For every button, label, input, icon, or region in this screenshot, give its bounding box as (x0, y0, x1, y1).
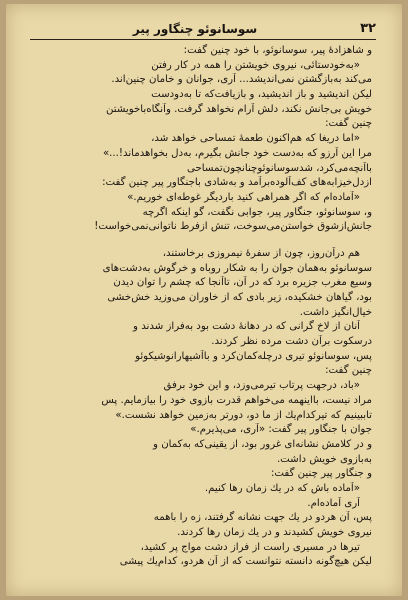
text-line: جوان با جنگاور پیر گفت: «آری، می‌پذیرم.» (190, 424, 372, 436)
text-line: می‌کند به‌بازگشتن نمی‌اندیشد... آری، جوانان و خامان چنین‌اند. (111, 74, 372, 86)
header-rule (30, 39, 376, 40)
text-line: بود، گیاهان خشکیده، زیر بادی که از خاوران می‌وزید خش‌خشی (107, 292, 372, 303)
text-line: و، سوسانوئو، جنگاور پیر، جوابی نگفت، گو اینکه اگرچه (142, 206, 372, 218)
text-line: پس، سوسانوئو تیری درچله‌کمان‌کرد و باآشیهارانوشیکوئو (135, 350, 372, 362)
text-line: سوسانوئو به‌همان جوان را به شکار روباه و خرگوش به‌دشت‌های (102, 262, 372, 274)
book-page (6, 4, 402, 596)
text-line: تاببینیم که تیرکدام‌یك از ما دو، دورتر به‌زمین خواهد نشست.» (115, 409, 372, 421)
text-line: تیرها در مسیری راست از فراز دشت مواج پر کشید، (140, 541, 360, 553)
page-body-text (32, 44, 372, 590)
text-line: «اما دریغا که هم‌اکنون طعمهٔ تمساحی خواهد شد، (151, 133, 360, 145)
text-line: پس، آن هردو در یك جهت نشانه گرفتند، زه را باهمه (153, 512, 372, 524)
text-line: ازدل‌خیزابه‌های کف‌آلوده‌برآمد و به‌شادی با‌جنگاور پیر چنین گفت: (102, 177, 372, 189)
text-line: و جنگاور پیر چنین گفت: (271, 468, 372, 480)
text-line: به‌بازوی خویش داشت. (276, 453, 372, 465)
text-line: وسیع مغرب جزیره برد که در آن، تاآنجا که چشم را توان دیدن (113, 277, 372, 289)
text-line: چنین گفت: (325, 118, 372, 130)
page-number: ۳۲ (360, 21, 376, 36)
text-line: «به‌خودستائی، نیروی خویشتن را همه در کار رفتن (151, 59, 360, 71)
text-line: و شاهزادهٔ پیر، سوسانوئو، با خود چنین گفت: (183, 45, 372, 56)
running-title: سوسانوئو چنگاور پیر (132, 22, 258, 36)
text-line: مراد نیست، بااینهمه می‌خواهم قدرت بازوی خود را بیازمایم. پس (101, 394, 372, 406)
text-line: آری آماده‌ام. (307, 497, 360, 509)
text-line: خویش بی‌جانش نکند، دلش آرام نخواهد گرفت. وآنگاه‌باخویشتن (105, 103, 372, 115)
text-line: و در کلامش نشانه‌ای غرور بود، از یقینی‌که به‌کمان و (153, 438, 372, 450)
text-line: «آماده باش که در یك زمان رها کنیم. (204, 482, 360, 494)
text-line: خیال‌انگیز داشت. (299, 306, 372, 318)
text-line: درسکوت برآن دشت مرده نظر کردند. (211, 336, 372, 348)
text-line: آنان از لاخ گرانی که در دهانهٔ دشت بود به‌فراز شدند و (133, 321, 360, 333)
text-line: مرا این آرزو که به‌دست خود جانش بگیرم، به‌دل بخواهدماند!...» (102, 147, 372, 159)
text-line: «باد، درجهت پرتاب تیرمی‌وزد، و این خود برفق (163, 380, 360, 392)
text-line: چنین گفت: (325, 365, 372, 377)
text-line: هم درآن‌روز، چون از سفرهٔ نیمروزی برخاستند، (162, 247, 360, 259)
running-header (30, 18, 376, 36)
text-line: نیروی خویش کشیدند و در یك زمان رها کردند. (177, 527, 372, 538)
text-line: لیکن هیچ‌گونه دانسته نتوانست که از آن هردو، کدام‌یك پیشی (119, 556, 372, 568)
text-line: جانش‌ازشوق خواستن‌می‌سوخت، تنش ازفرط ناتوانی‌نمی‌خواست! (94, 221, 372, 233)
text-line: «آماده‌ام که اگر همراهی کنید باردیگر غوطه‌ای خوریم.» (127, 191, 360, 203)
text-line: لیکن اندیشید و باز اندیشید، و بازیافت‌که تا به‌دودست (151, 89, 372, 101)
text-line: باآنچه‌می‌کرد، شدسوسانوئوچنانچون‌تمساحی (187, 162, 372, 174)
